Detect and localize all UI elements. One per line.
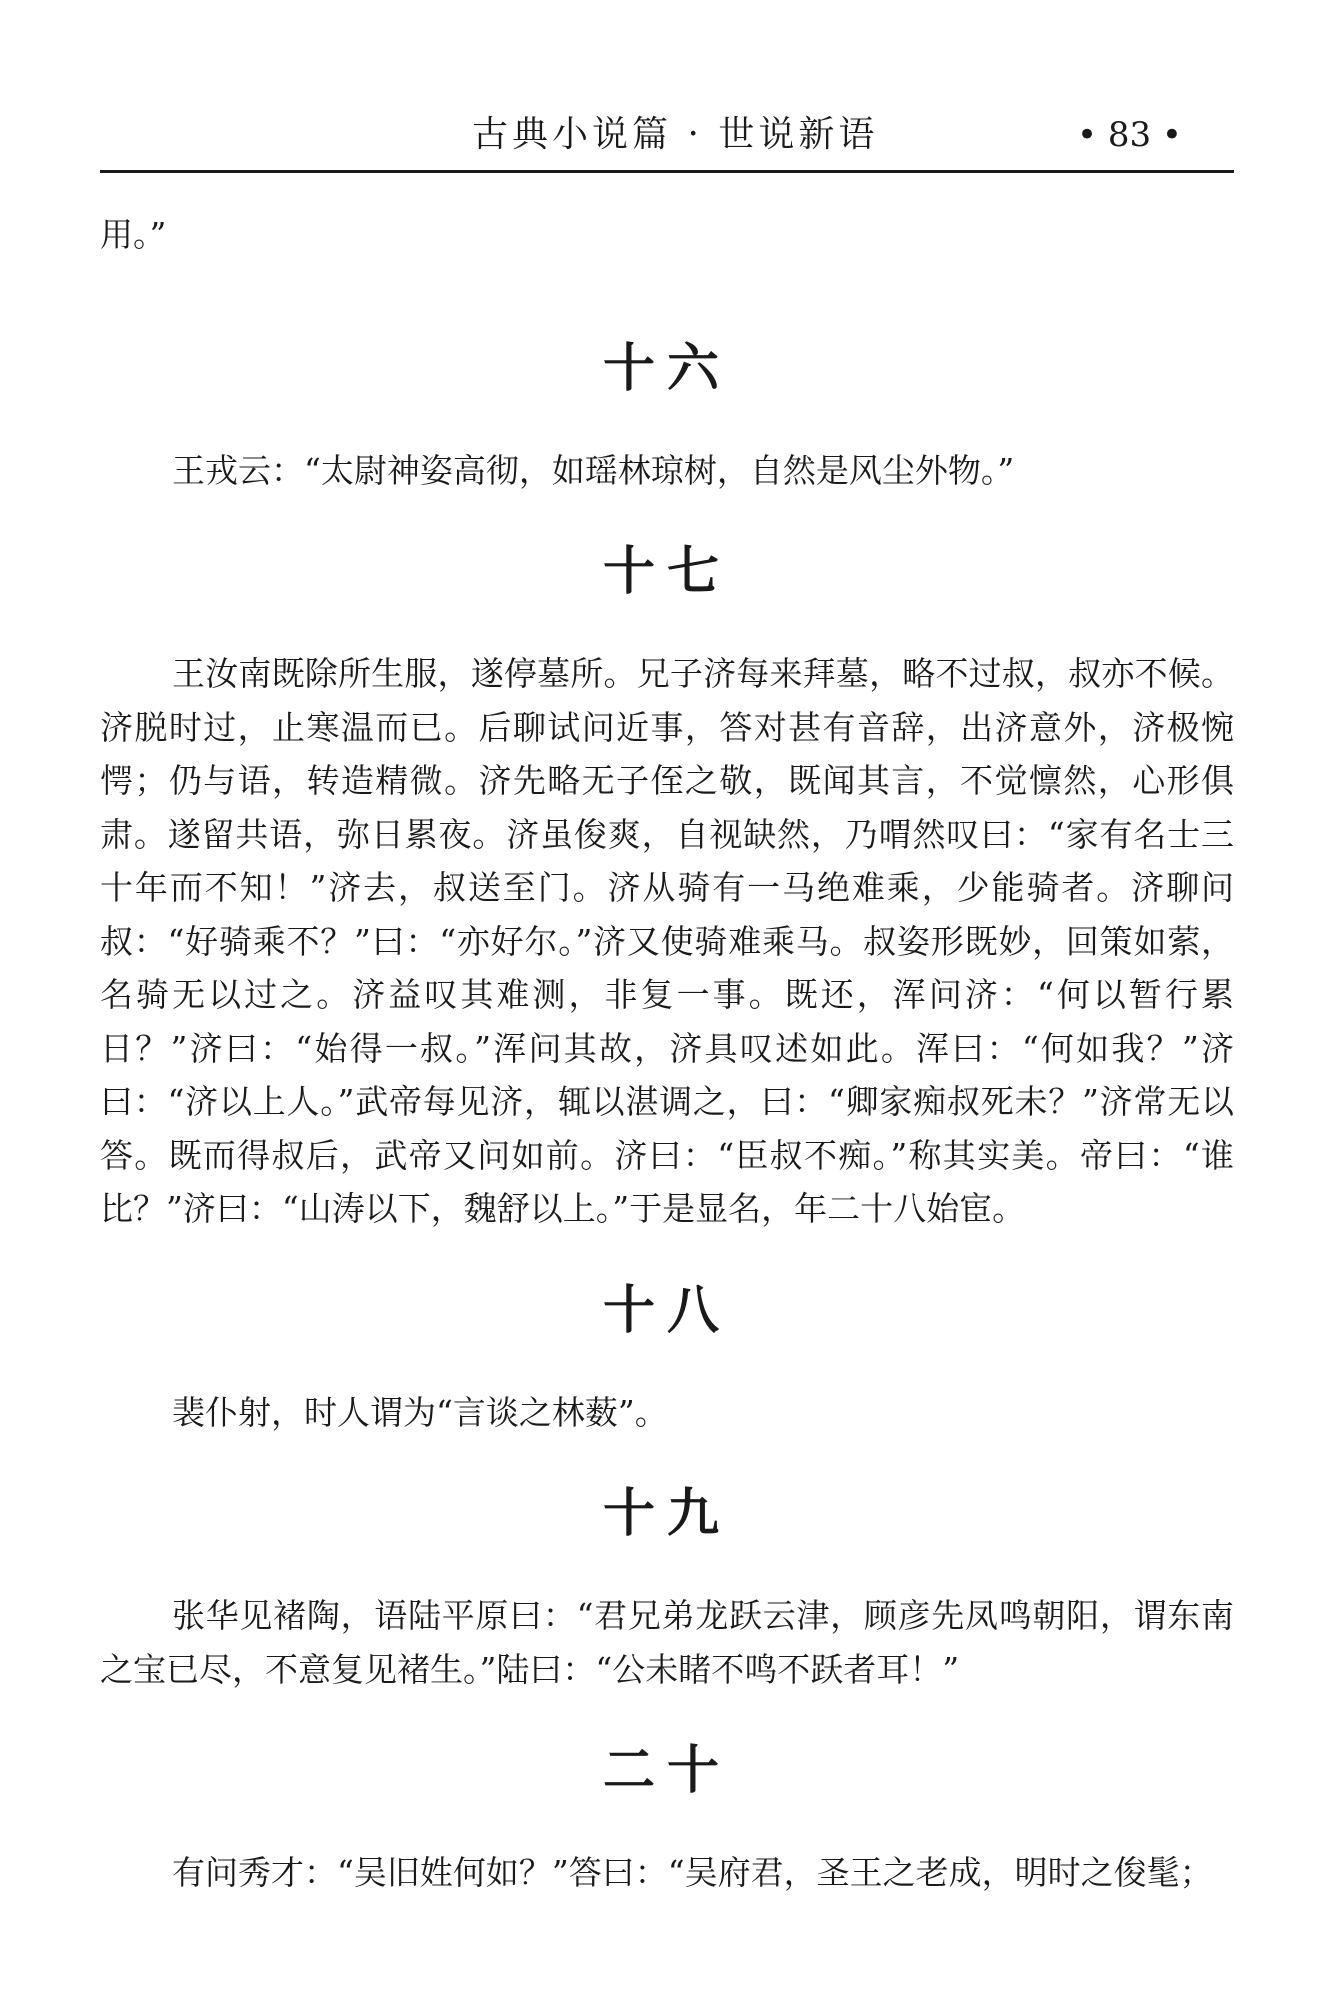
section-heading-16: 十六 (602, 338, 731, 399)
section-16-paragraph: 王戎云：“太尉神姿高彻，如瑶林琼树，自然是风尘外物。” (172, 450, 1015, 490)
section-18-paragraph: 裴仆射，时人谓为“言谈之林薮”。 (172, 1392, 668, 1432)
running-header-title: 古典小说篇 · 世说新语 (472, 114, 879, 155)
section-heading-20: 二十 (602, 1741, 731, 1801)
page-body (100, 208, 1234, 1900)
section-heading-18: 十八 (602, 1280, 731, 1341)
section-heading-17: 十七 (602, 542, 731, 602)
section-17-paragraph: 王汝南既除所生服，遂停墓所。兄子济每来拜墓，略不过叔，叔亦不候。济脱时过，止寒温而已。后聊试问近事，答对甚有音辞，出济意外，济极惋愕；仍与语，转造精微。济先略无子侄之敬，既闻其言，不觉懔然，心形俱肃。遂留共语，弥日累夜。济虽俊爽，自视缺然，乃喟然叹曰：“家有名士三十年而不知！”济去，叔送至门。济从骑有一马绝难乘，少能骑者。济聊问叔：“好骑乘不？”曰：“亦好尔。”济又使骑难乘马。叔姿形既妙，回策如萦，名骑无以过之。济益叹其难测，非复一事。既还，浑问济：“何以暂行累日？”济曰：“始得一叔。”浑问其故，济具叹述如此。浑曰：“何如我？”济曰：“济以上人。”武帝每见济，辄以湛调之，曰：“卿家痴叔死未？”济常无以答。既而得叔后，武帝又问如前。济曰：“臣叔不痴。”称其实美。帝曰：“谁比？”济曰：“山涛以下，魏舒以上。”于是显名，年二十八始宦。 (100, 654, 1234, 1228)
section-20-paragraph: 有问秀才：“吴旧姓何如？”答曰：“吴府君，圣王之老成，明时之俊髦； (172, 1853, 1213, 1892)
page-number: • 83 • (1077, 115, 1182, 155)
continuation-text: 用。” (100, 215, 167, 254)
running-header (100, 108, 1234, 168)
header-divider (100, 170, 1234, 173)
section-heading-19: 十九 (602, 1484, 731, 1544)
section-19-paragraph: 张华见褚陶，语陆平原曰：“君兄弟龙跃云津，顾彦先凤鸣朝阳，谓东南之宝已尽，不意复见褚生。”陆曰：“公未睹不鸣不跃者耳！” (100, 1596, 1234, 1689)
